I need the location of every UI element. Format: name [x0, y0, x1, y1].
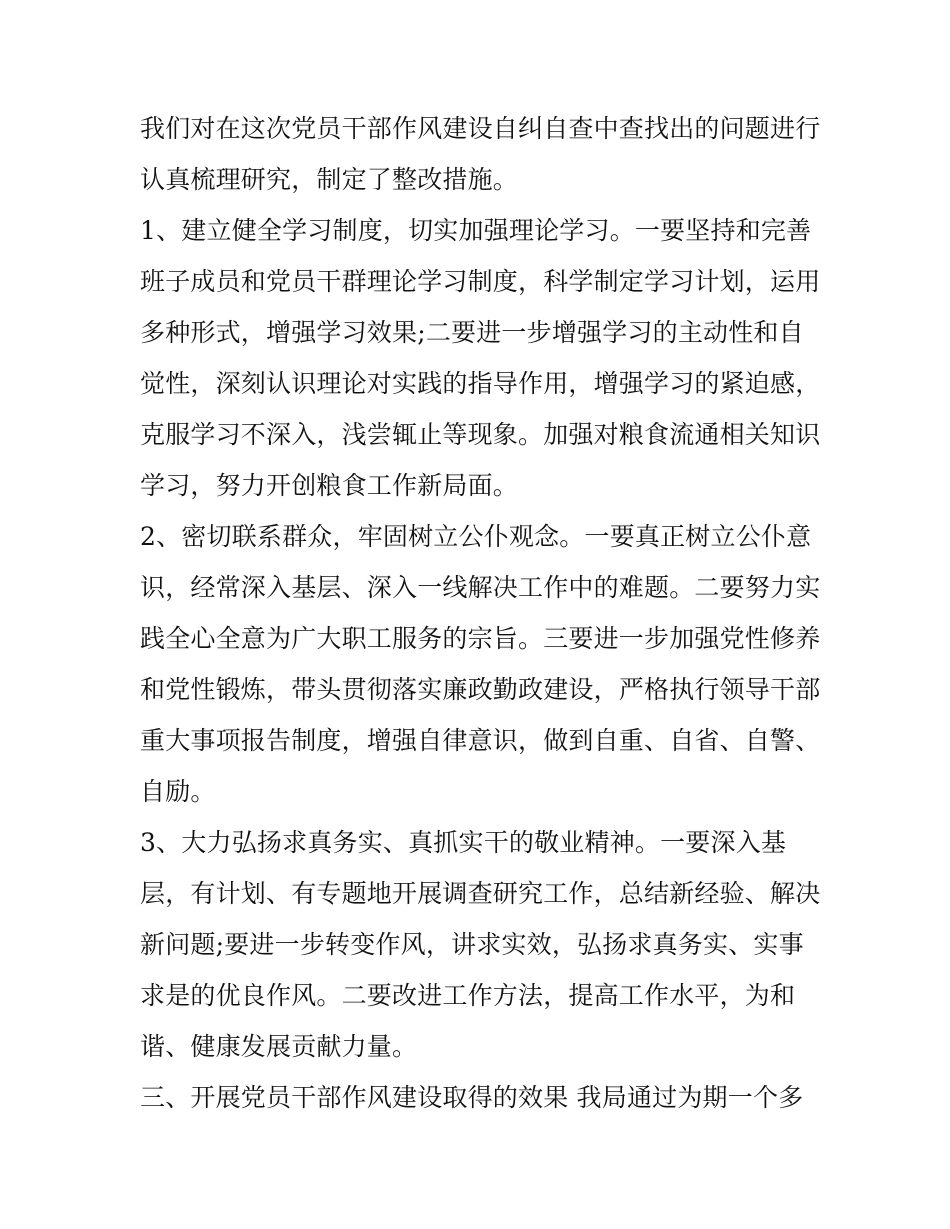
- text-line: 3、大力弘扬求真务实、真抓实干的敬业精神。一要深入基: [140, 828, 787, 857]
- text-line: 三、开展党员干部作风建设取得的效果 我局通过为期一个多: [140, 1083, 804, 1112]
- text-line: 求是的优良作风。二要改进工作方法，提高工作水平，为和: [140, 981, 796, 1010]
- text-line: 认真梳理研究，制定了整改措施。: [140, 165, 519, 194]
- text-line: 班子成员和党员干群理论学习制度，科学制定学习计划，运用: [140, 267, 821, 296]
- text-line: 多种形式，增强学习效果;二要进一步增强学习的主动性和自: [140, 318, 804, 347]
- text-line: 克服学习不深入，浅尝辄止等现象。加强对粮食流通相关知识: [140, 420, 821, 449]
- text-line: 层，有计划、有专题地开展调查研究工作，总结新经验、解决: [140, 879, 821, 908]
- text-line: 重大事项报告制度，增强自律意识，做到自重、自省、自警、: [140, 726, 821, 755]
- text-line: 识，经常深入基层、深入一线解决工作中的难题。二要努力实: [140, 573, 821, 602]
- text-line: 觉性，深刻认识理论对实践的指导作用，增强学习的紧迫感，: [140, 369, 821, 398]
- text-line: 谐、健康发展贡献力量。: [140, 1032, 418, 1061]
- text-line: 新问题;要进一步转变作风，讲求实效，弘扬求真务实、实事: [140, 930, 804, 959]
- text-line: 和党性锻炼，带头贯彻落实廉政勤政建设，严格执行领导干部: [140, 675, 821, 704]
- text-line: 1、建立健全学习制度，切实加强理论学习。一要坚持和完善: [140, 216, 812, 245]
- text-line: 我们对在这次党员干部作风建设自纠自查中查找出的问题进行: [140, 114, 821, 143]
- text-line: 学习，努力开创粮食工作新局面。: [140, 471, 519, 500]
- text-line: 自励。: [140, 777, 216, 806]
- text-line: 践全心全意为广大职工服务的宗旨。三要进一步加强党性修养: [140, 624, 821, 653]
- text-line: 2、密切联系群众，牢固树立公仆观念。一要真正树立公仆意: [140, 522, 812, 551]
- document-body: [140, 103, 821, 1123]
